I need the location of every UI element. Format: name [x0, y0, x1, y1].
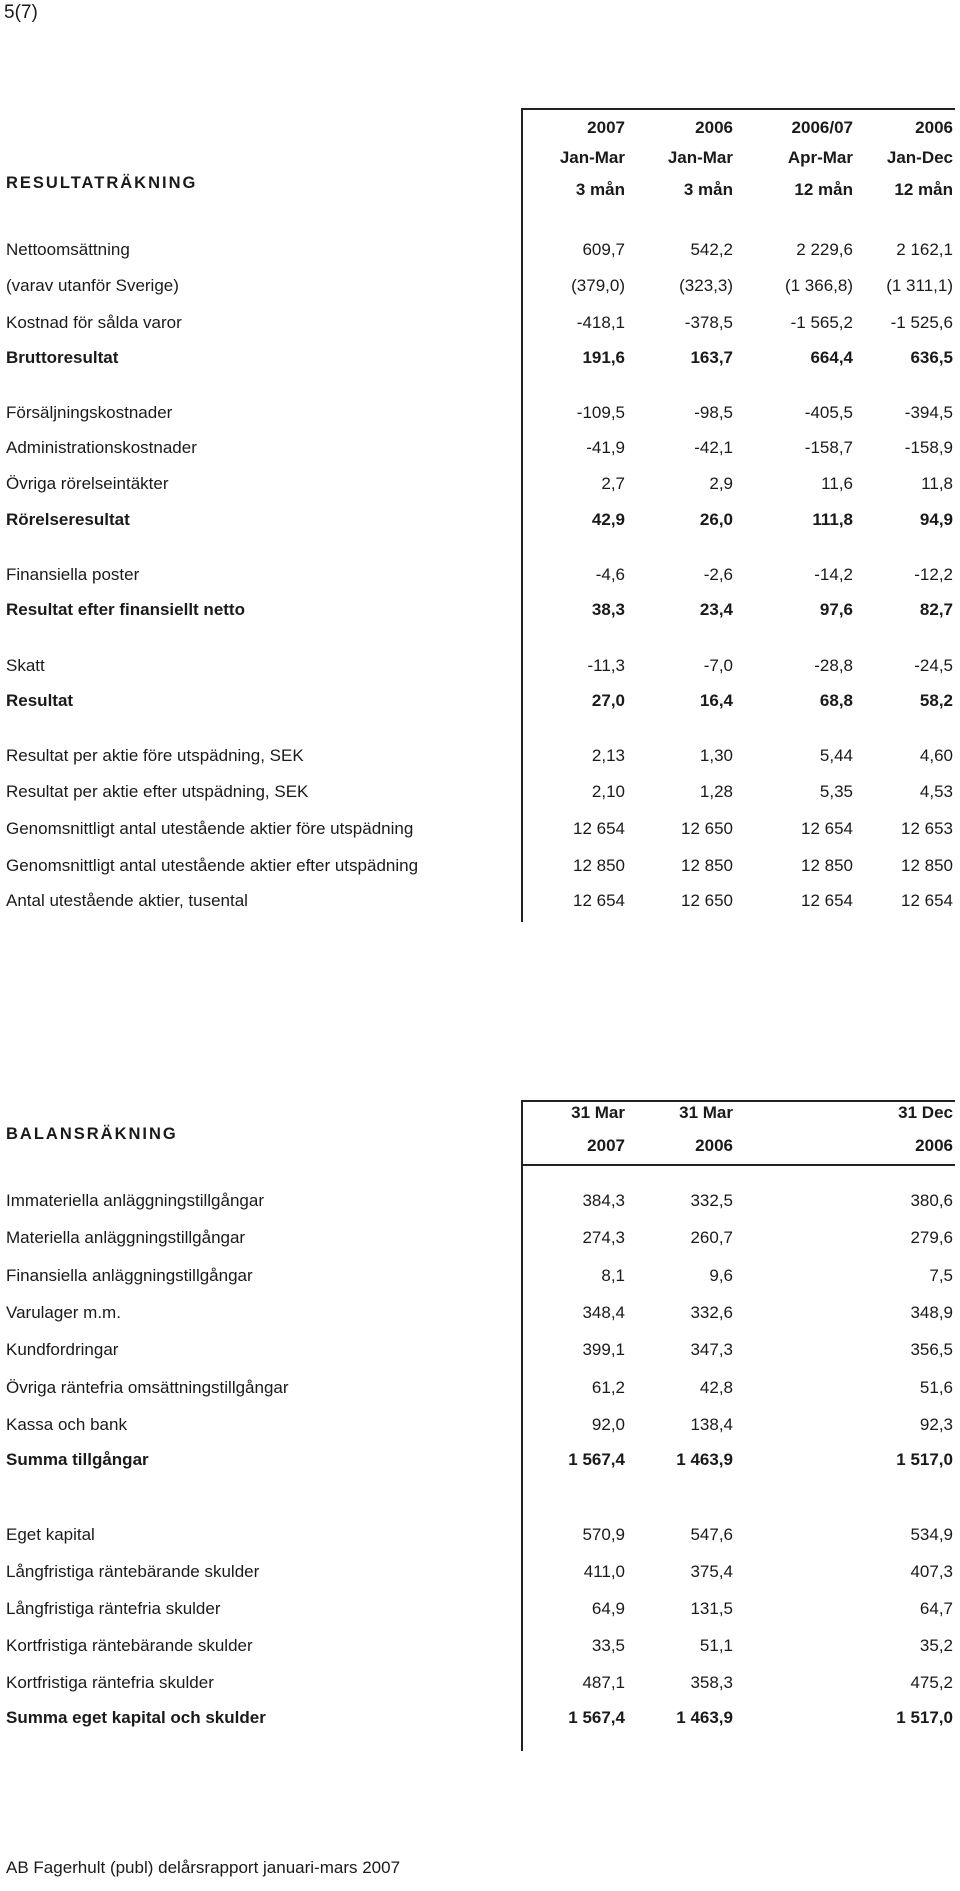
cell-value: 534,9 — [910, 1525, 953, 1544]
cell-value: 358,3 — [690, 1673, 733, 1692]
cell-value: 23,4 — [699, 600, 733, 619]
row-label: Administrationskostnader — [6, 438, 197, 457]
table-row — [0, 438, 960, 468]
table-row — [0, 1340, 960, 1370]
table-row — [0, 403, 960, 433]
row-label: Genomsnittligt antal utestående aktier före utspädning — [6, 819, 414, 838]
column-header-line1: 2007 — [587, 118, 625, 137]
cell-value: 11,8 — [921, 474, 953, 493]
cell-value: -2,6 — [703, 565, 733, 584]
cell-value: 35,2 — [919, 1636, 953, 1655]
cell-value: 92,3 — [919, 1415, 953, 1434]
cell-value: -14,2 — [814, 565, 853, 584]
column-header-line2: Jan-Mar — [667, 148, 733, 167]
cell-value: (379,0) — [571, 276, 625, 295]
column-header-line3: 12 mån — [894, 180, 953, 199]
cell-value: (323,3) — [679, 276, 733, 295]
cell-value: 4,60 — [919, 746, 953, 765]
row-label: Kortfristiga räntebärande skulder — [6, 1636, 253, 1655]
cell-value: 332,5 — [690, 1191, 733, 1210]
row-label: Övriga rörelseintäkter — [6, 474, 169, 493]
cell-value: 356,5 — [910, 1340, 953, 1359]
cell-value: -11,3 — [587, 656, 625, 675]
cell-value: 64,7 — [919, 1599, 953, 1618]
table-row — [0, 1636, 960, 1666]
table-row — [0, 1599, 960, 1629]
cell-value: 664,4 — [810, 348, 853, 367]
cell-value: -42,1 — [694, 438, 733, 457]
cell-value: 131,5 — [690, 1599, 733, 1618]
column-header-line2: Jan-Mar — [559, 148, 625, 167]
row-label: Kortfristiga räntefria skulder — [6, 1673, 214, 1692]
cell-value: -1 565,2 — [790, 313, 853, 332]
cell-value: 570,9 — [582, 1525, 625, 1544]
cell-value: 5,44 — [819, 746, 853, 765]
table-row — [0, 656, 960, 686]
row-label: Långfristiga räntefria skulder — [6, 1599, 221, 1618]
cell-value: 1 463,9 — [676, 1450, 733, 1469]
cell-value: 12 850 — [681, 856, 733, 875]
cell-value: 547,6 — [690, 1525, 733, 1544]
cell-value: 11,6 — [821, 474, 853, 493]
column-header-line1: 31 Dec — [898, 1103, 953, 1122]
column-header-line2: 2007 — [587, 1136, 625, 1155]
cell-value: 1 517,0 — [896, 1708, 953, 1727]
cell-value: 51,6 — [919, 1378, 953, 1397]
cell-value: 97,6 — [819, 600, 853, 619]
cell-value: 2,13 — [591, 746, 625, 765]
cell-value: 12 654 — [573, 819, 625, 838]
column-header-line2: Jan-Dec — [886, 148, 953, 167]
row-label: Resultat — [6, 691, 74, 710]
cell-value: 542,2 — [690, 240, 733, 259]
table-row — [0, 891, 960, 921]
cell-value: -405,5 — [804, 403, 853, 422]
cell-value: 51,1 — [699, 1636, 733, 1655]
cell-value: -378,5 — [684, 313, 733, 332]
table-row — [0, 348, 960, 378]
row-label: Långfristiga räntebärande skulder — [6, 1562, 260, 1581]
cell-value: -394,5 — [904, 403, 953, 422]
cell-value: 12 850 — [573, 856, 625, 875]
cell-value: -24,5 — [914, 656, 953, 675]
cell-value: 475,2 — [910, 1673, 953, 1692]
cell-value: -4,6 — [595, 565, 625, 584]
cell-value: -158,7 — [804, 438, 853, 457]
row-label: Övriga räntefria omsättningstillgångar — [6, 1378, 289, 1397]
cell-value: 12 650 — [681, 891, 733, 910]
cell-value: 332,6 — [690, 1303, 733, 1322]
cell-value: 487,1 — [582, 1673, 625, 1692]
row-label: Bruttoresultat — [6, 348, 119, 367]
cell-value: 274,3 — [582, 1228, 625, 1247]
row-label: Kassa och bank — [6, 1415, 127, 1434]
table-row — [0, 1415, 960, 1445]
cell-value: 4,53 — [919, 782, 953, 801]
cell-value: 384,3 — [582, 1191, 625, 1210]
cell-value: 5,35 — [819, 782, 853, 801]
row-label: Finansiella poster — [6, 565, 140, 584]
table-row — [0, 1562, 960, 1592]
table-row — [0, 276, 960, 306]
row-label: Immateriella anläggningstillgångar — [6, 1191, 264, 1210]
cell-value: 26,0 — [699, 510, 733, 529]
table-row — [0, 1228, 960, 1258]
cell-value: 407,3 — [910, 1562, 953, 1581]
table-row — [0, 240, 960, 270]
cell-value: 399,1 — [582, 1340, 625, 1359]
cell-value: -7,0 — [703, 656, 733, 675]
cell-value: 12 654 — [801, 891, 853, 910]
page-number: 5(7) — [4, 2, 38, 23]
cell-value: 1 567,4 — [568, 1450, 625, 1469]
cell-value: 163,7 — [690, 348, 733, 367]
cell-value: 2,10 — [591, 782, 625, 801]
cell-value: 68,8 — [819, 691, 853, 710]
cell-value: 12 850 — [801, 856, 853, 875]
row-label: Resultat efter finansiellt netto — [6, 600, 245, 619]
column-header-line2: 2006 — [915, 1136, 953, 1155]
table-row — [0, 1450, 960, 1480]
cell-value: 279,6 — [910, 1228, 953, 1247]
cell-value: 191,6 — [582, 348, 625, 367]
cell-value: -98,5 — [694, 403, 733, 422]
row-label: Skatt — [6, 656, 45, 675]
cell-value: 16,4 — [699, 691, 733, 710]
cell-value: 411,0 — [583, 1562, 625, 1581]
column-header-line1: 2006/07 — [791, 118, 853, 137]
table-row — [0, 600, 960, 630]
table-row — [0, 565, 960, 595]
cell-value: 42,9 — [591, 510, 625, 529]
cell-value: 111,8 — [812, 510, 853, 529]
column-header-line1: 31 Mar — [679, 1103, 733, 1122]
cell-value: 58,2 — [919, 691, 953, 710]
table-row — [0, 1303, 960, 1333]
cell-value: 94,9 — [919, 510, 953, 529]
column-header-line3: 12 mån — [794, 180, 853, 199]
row-label: Antal utestående aktier, tusental — [6, 891, 248, 910]
cell-value: 82,7 — [919, 600, 953, 619]
table-row — [0, 1266, 960, 1296]
cell-value: 1 567,4 — [568, 1708, 625, 1727]
column-header-line1: 2006 — [915, 118, 953, 137]
income-statement-title: RESULTATRÄKNING — [6, 174, 198, 192]
cell-value: 260,7 — [690, 1228, 733, 1247]
cell-value: 348,4 — [582, 1303, 625, 1322]
column-header-line2: Apr-Mar — [787, 148, 853, 167]
cell-value: 8,1 — [601, 1266, 625, 1285]
cell-value: 2,9 — [709, 474, 733, 493]
cell-value: 636,5 — [910, 348, 953, 367]
cell-value: 12 654 — [801, 819, 853, 838]
balance-sheet-title: BALANSRÄKNING — [6, 1125, 178, 1143]
row-label: Finansiella anläggningstillgångar — [6, 1266, 253, 1285]
column-header-line1: 31 Mar — [571, 1103, 625, 1122]
cell-value: (1 366,8) — [784, 276, 853, 295]
cell-value: 138,4 — [690, 1415, 733, 1434]
table-row — [0, 474, 960, 504]
cell-value: 348,9 — [910, 1303, 953, 1322]
cell-value: 347,3 — [690, 1340, 733, 1359]
cell-value: 33,5 — [591, 1636, 625, 1655]
cell-value: 9,6 — [709, 1266, 733, 1285]
cell-value: -158,9 — [904, 438, 953, 457]
table-row — [0, 1378, 960, 1408]
table-row — [0, 856, 960, 886]
row-label: Summa eget kapital och skulder — [6, 1708, 266, 1727]
cell-value: 42,8 — [699, 1378, 733, 1397]
footer: AB Fagerhult (publ) delårsrapport januari-mars 2007 — [6, 1858, 401, 1877]
cell-value: 1,28 — [699, 782, 733, 801]
cell-value: -109,5 — [576, 403, 625, 422]
row-label: Resultat per aktie före utspädning, SEK — [6, 746, 304, 765]
column-header-line3: 3 mån — [683, 180, 733, 199]
cell-value: 12 650 — [681, 819, 733, 838]
row-label: Försäljningskostnader — [6, 403, 173, 422]
row-label: Summa tillgångar — [6, 1450, 149, 1469]
cell-value: 38,3 — [591, 600, 625, 619]
row-label: Kostnad för sålda varor — [6, 313, 182, 332]
column-header-line1: 2006 — [695, 118, 733, 137]
cell-value: -12,2 — [914, 565, 953, 584]
cell-value: 375,4 — [690, 1562, 733, 1581]
cell-value: 380,6 — [910, 1191, 953, 1210]
cell-value: 2 229,6 — [796, 240, 853, 259]
row-label: Kundfordringar — [6, 1340, 119, 1359]
cell-value: 61,2 — [591, 1378, 625, 1397]
cell-value: 27,0 — [591, 691, 625, 710]
cell-value: 12 654 — [901, 891, 953, 910]
cell-value: 12 850 — [901, 856, 953, 875]
row-label: (varav utanför Sverige) — [6, 276, 179, 295]
cell-value: -418,1 — [576, 313, 625, 332]
cell-value: 7,5 — [929, 1266, 953, 1285]
row-label: Resultat per aktie efter utspädning, SEK — [6, 782, 309, 801]
cell-value: 64,9 — [591, 1599, 625, 1618]
table-row — [0, 746, 960, 776]
row-label: Varulager m.m. — [6, 1303, 121, 1322]
column-header-line2: 2006 — [695, 1136, 733, 1155]
cell-value: 12 653 — [901, 819, 953, 838]
table-row — [0, 1525, 960, 1555]
cell-value: 92,0 — [591, 1415, 625, 1434]
cell-value: -41,9 — [586, 438, 625, 457]
cell-value: -28,8 — [814, 656, 853, 675]
cell-value: 2,7 — [601, 474, 625, 493]
table-row — [0, 510, 960, 540]
row-label: Rörelseresultat — [6, 510, 130, 529]
table-row — [0, 313, 960, 343]
table-row — [0, 819, 960, 849]
cell-value: 1,30 — [699, 746, 733, 765]
row-label: Nettoomsättning — [6, 240, 130, 259]
table-row — [0, 1673, 960, 1703]
table-row — [0, 1191, 960, 1221]
column-header-line3: 3 mån — [575, 180, 625, 199]
cell-value: 1 517,0 — [896, 1450, 953, 1469]
table-row — [0, 782, 960, 812]
table-row — [0, 1708, 960, 1738]
cell-value: 1 463,9 — [676, 1708, 733, 1727]
table-row — [0, 691, 960, 721]
cell-value: (1 311,1) — [886, 276, 953, 295]
row-label: Eget kapital — [6, 1525, 95, 1544]
cell-value: -1 525,6 — [890, 313, 953, 332]
cell-value: 12 654 — [573, 891, 625, 910]
row-label: Genomsnittligt antal utestående aktier efter utspädning — [6, 856, 419, 875]
cell-value: 2 162,1 — [896, 240, 953, 259]
row-label: Materiella anläggningstillgångar — [6, 1228, 246, 1247]
cell-value: 609,7 — [582, 240, 625, 259]
